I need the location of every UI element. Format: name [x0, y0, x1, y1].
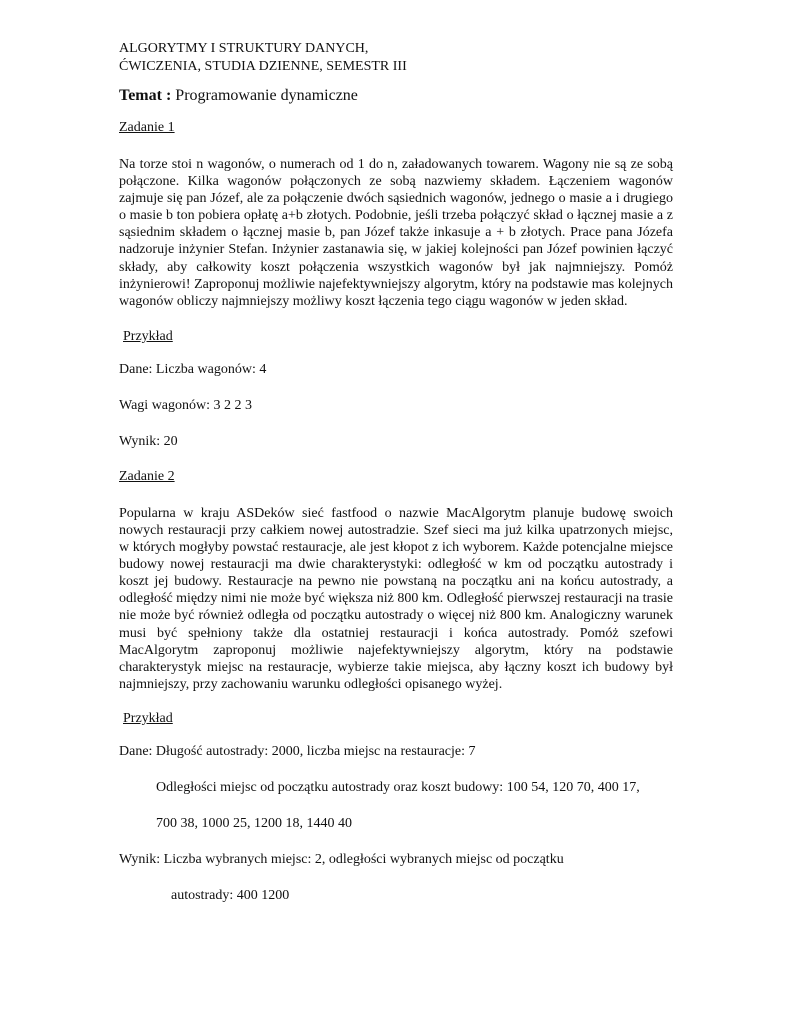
task2-body: Popularna w kraju ASDeków sieć fastfood o nazwie MacAlgorytm planuje budowę swoich nowych restauracji przy całkiem nowej autostradzie. Szef sieci ma już kilka upatrzonych miejsc, w których mogłyby powstać restauracje, ale jest kłopot z ich wyborem. Każde potencjalne miejsce budowy nowej restauracji ma dwie charakterystyki: odległość w km od początku autostrady i koszt jej budowy. Restauracje na pewno nie powstaną na początku ani na końcu autostrady, a odległość między nimi nie może być większa niż 800 km. Odległość pierwszej restauracji na trasie nie może być również odległa od początku autostrady o więcej niż 800 km. Analogiczny warunek musi być spełniony także dla ostatniej restauracji i końca autostrady. Pomóż szefowi MacAlgorytm zaproponuj możliwie najefektywniejszy algorytm, który na podstawie charakterystyk miejsc na restauracje, wybierze takie miejsca, aby łączny koszt ich budowy był najmniejszy, przy zachowaniu warunku odległości opisanego wyżej.: [119, 505, 673, 692]
task1-given: Dane: Liczba wagonów: 4: [119, 361, 267, 377]
task1-weights: Wagi wagonów: 3 2 2 3: [119, 397, 253, 413]
task1-body: Na torze stoi n wagonów, o numerach od 1 do n, załadowanych towarem. Wagony nie są ze sobą połączone. Kilka wagonów połączonych ze sobą nazwiemy składem. Łączeniem wagonów zajmuje się pan Józef, ale za połączenie dwóch sąsiednich wagonów, jednego o masie a i drugiego o masie b ton pobiera opłatę a+b złotych. Podobnie, jeśli trzeba połączyć skład o łącznej masie a z sąsiednim składem o łącznej masie b, pan Józef także inkasuje a + b złotych. Prace pana Józefa nadzoruje inżynier Stefan. Inżynier zastanawia się, w jakiej kolejności pan Józef powinien łączyć składy, aby całkowity koszt połączenia wszystkich wagonów był jak najmniejszy. Pomóż inżynierowi! Zaproponuj możliwie najefektywniejszy algorytm, który na podstawie mas kolejnych wagonów obliczy najmniejszy możliwy koszt łączenia tego ciągu wagonów w jeden skład.: [119, 157, 673, 309]
task2-distances-line2: 700 38, 1000 25, 1200 18, 1440 40: [156, 815, 352, 831]
topic-title: [119, 86, 673, 106]
task2-result-line2: autostrady: 400 1200: [171, 887, 290, 903]
task2-heading: Zadanie 2: [119, 468, 175, 484]
task2-example-heading: Przykład: [123, 710, 173, 726]
topic-text: Programowanie dynamiczne: [175, 87, 358, 104]
task2-distances-line1: Odległości miejsc od początku autostrady oraz koszt budowy: 100 54, 120 70, 400 17,: [156, 779, 640, 795]
document-page: [119, 40, 673, 905]
course-header: [119, 40, 673, 76]
course-header-line1: ALGORYTMY I STRUKTURY DANYCH,: [119, 41, 369, 56]
task1-result: Wynik: 20: [119, 433, 178, 449]
topic-label: Temat :: [119, 87, 172, 104]
task1-example-heading: Przykład: [123, 328, 173, 344]
course-header-line2: ĆWICZENIA, STUDIA DZIENNE, SEMESTR III: [119, 59, 407, 74]
task2-given: Dane: Długość autostrady: 2000, liczba miejsc na restauracje: 7: [119, 743, 476, 759]
task1-heading: Zadanie 1: [119, 120, 175, 135]
task2-result-line1: Wynik: Liczba wybranych miejsc: 2, odległości wybranych miejsc od początku: [119, 851, 564, 867]
